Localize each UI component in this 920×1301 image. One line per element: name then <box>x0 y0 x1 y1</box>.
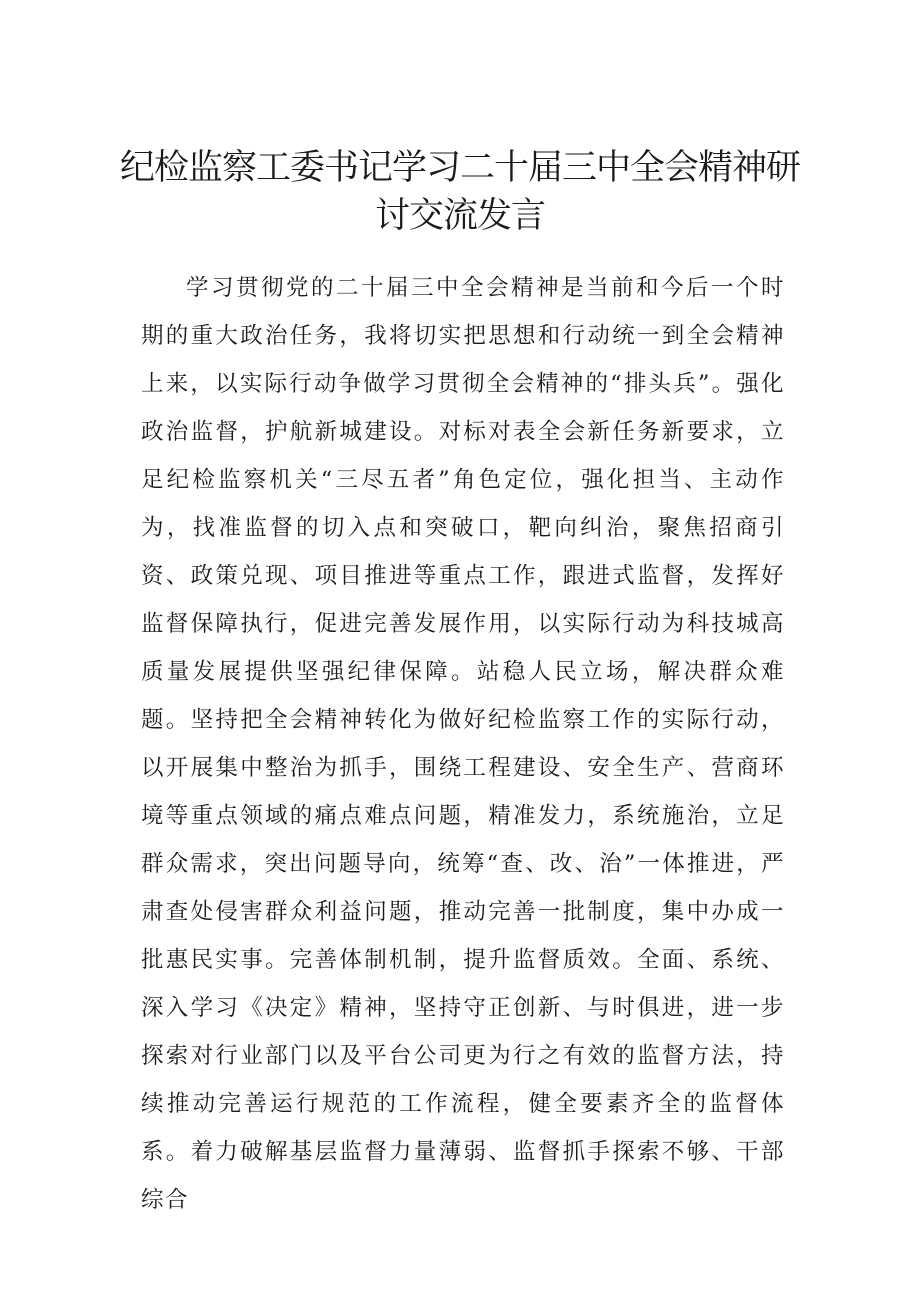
document-title: 纪检监察工委书记学习二十届三中全会精神研讨交流发言 <box>120 148 801 236</box>
body-paragraph: 学习贯彻党的二十届三中全会精神是当前和今后一个时期的重大政治任务，我将切实把思想和行动统一到全会精神上来，以实际行动争做学习贯彻全会精神的“排头兵”。强化政治监督，护航新城建设。对标对表全会新任务新要求，立足纪检监察机关“三尽五者”角色定位，强化担当、主动作为，找准监督的切入点和突破口，靶向纠治，聚焦招商引资、政策兑现、项目推进等重点工作，跟进式监督，发挥好监督保障执行，促进完善发展作用，以实际行动为科技城高质量发展提供坚强纪律保障。站稳人民立场，解决群众难题。坚持把全会精神转化为做好纪检监察工作的实际行动，以开展集中整治为抓手，围绕工程建设、安全生产、营商环境等重点领域的痛点难点问题，精准发力，系统施治，立足群众需求，突出问题导向，统筹“查、改、治”一体推进，严肃查处侵害群众利益问题，推动完善一批制度，集中办成一批惠民实事。完善体制机制，提升监督质效。全面、系统、深入学习《决定》精神，坚持守正创新、与时俱进，进一步探索对行业部门以及平台公司更为行之有效的监督方法，持续推动完善运行规范的工作流程，健全要素齐全的监督体系。着力破解基层监督力量薄弱、监督抓手探索不够、干部综合 <box>141 275 785 1213</box>
